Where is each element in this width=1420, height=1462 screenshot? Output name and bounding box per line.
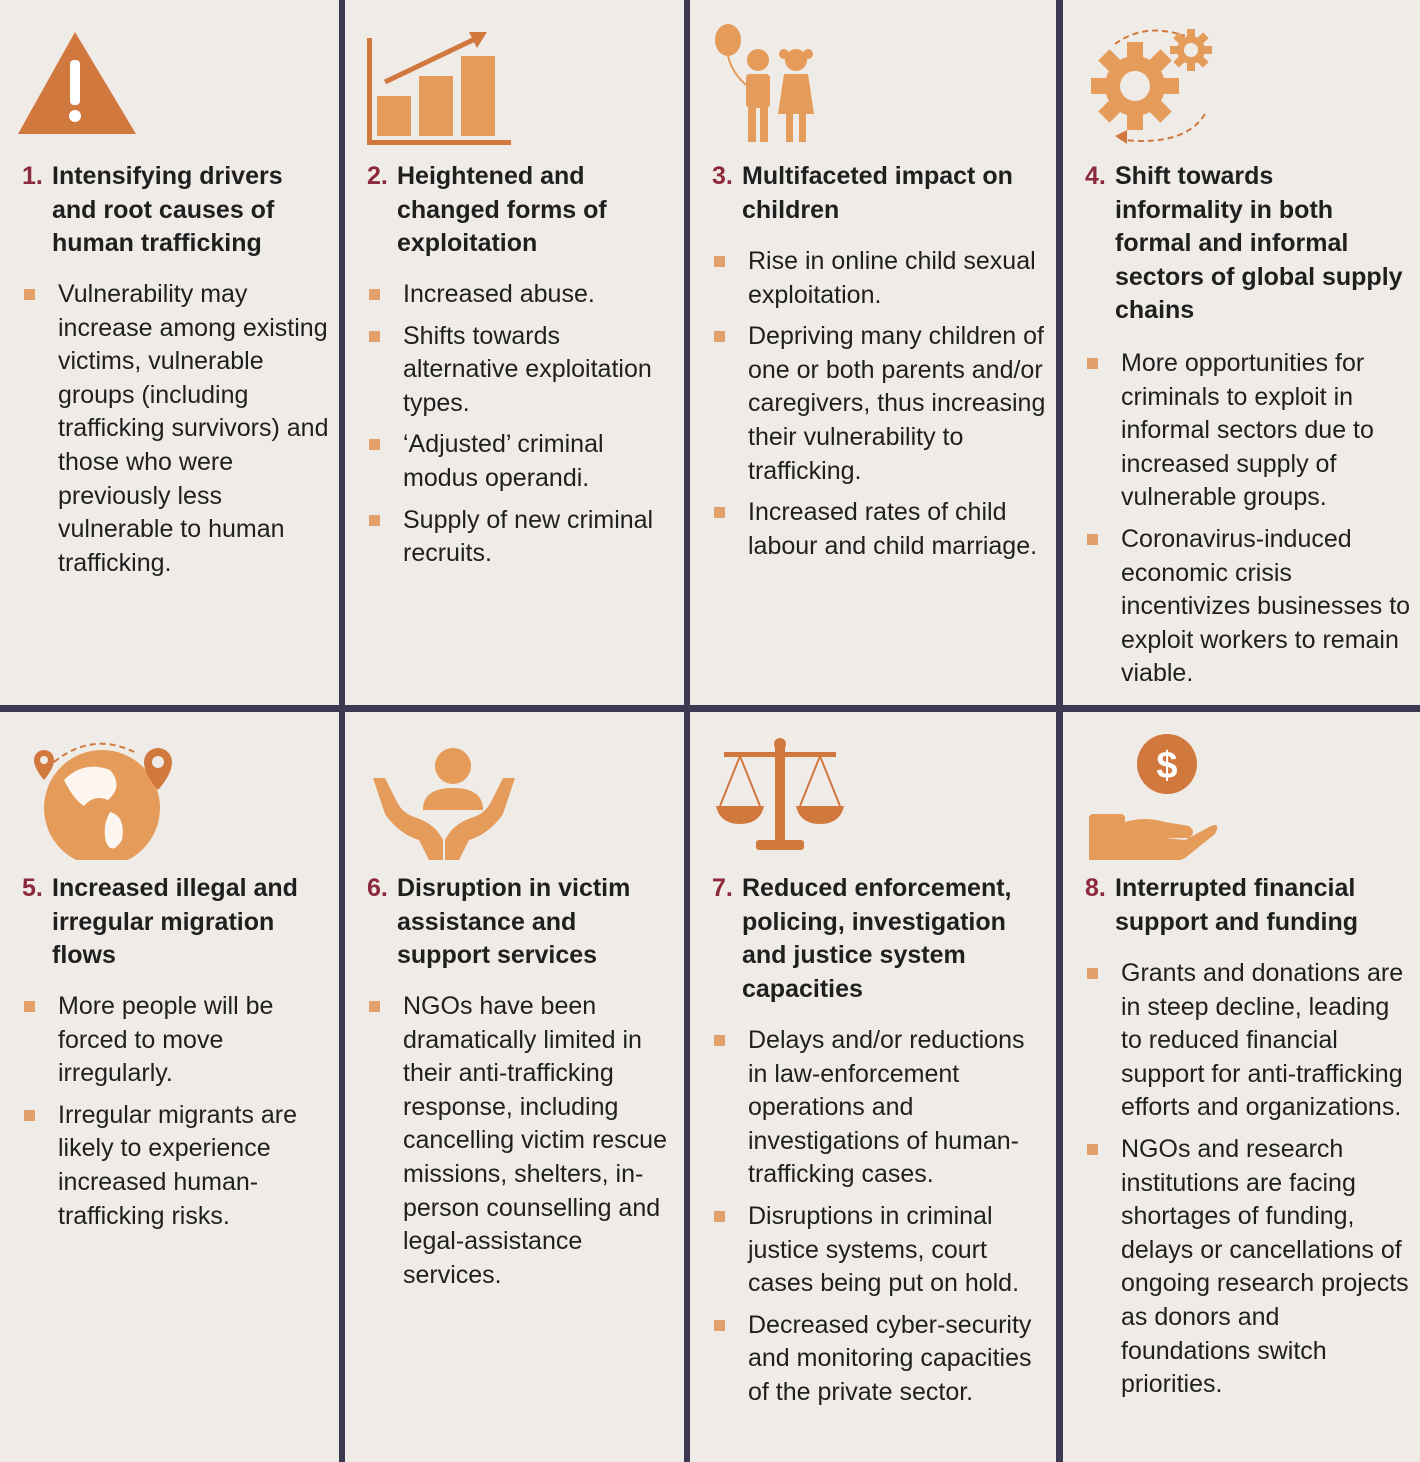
panel-title: Disruption in victim assistance and support services xyxy=(397,874,631,969)
bullet-list xyxy=(367,990,676,1300)
bullet-square-icon xyxy=(24,1110,35,1121)
hands-supporting-person-icon xyxy=(359,730,519,860)
bullet-list xyxy=(367,278,676,579)
panel-heading xyxy=(22,872,325,973)
bullet-list xyxy=(22,278,331,588)
bullet-text: Depriving many children of one or both parents and/or caregivers, thus increasing their vulnerability to trafficking. xyxy=(748,322,1046,485)
bullet-square-icon xyxy=(1087,534,1098,545)
panel-6 xyxy=(345,712,684,1462)
panel-title: Increased illegal and irregular migration flows xyxy=(52,874,298,969)
bullet-item xyxy=(22,990,331,1091)
panel-number: 3. xyxy=(712,162,733,190)
panel-1 xyxy=(0,0,339,705)
panel-5 xyxy=(0,712,339,1462)
bullet-item xyxy=(367,320,676,421)
panel-number: 5. xyxy=(22,874,43,902)
bullet-text: Supply of new criminal recruits. xyxy=(403,505,654,568)
bullet-item xyxy=(22,278,331,580)
panel-heading xyxy=(712,160,1042,227)
bullet-square-icon xyxy=(714,1035,725,1046)
bullet-text: NGOs and research institutions are facing shortages of funding, delays or cancellations of ongoing research projects as donors and foundations switch priorities. xyxy=(1121,1134,1409,1399)
bullet-square-icon xyxy=(24,289,35,300)
panel-heading xyxy=(1085,872,1406,939)
panel-3 xyxy=(690,0,1056,705)
panel-title: Reduced enforcement, policing, investigation and justice system capacities xyxy=(742,874,1012,1003)
panel-heading xyxy=(367,160,670,261)
warning-triangle-icon xyxy=(14,24,174,148)
rising-bar-chart-icon xyxy=(359,24,519,148)
bullet-square-icon xyxy=(369,1001,380,1012)
panel-title: Heightened and changed forms of exploitation xyxy=(397,162,607,257)
bullet-square-icon xyxy=(714,256,725,267)
panel-heading xyxy=(367,872,670,973)
panel-number: 4. xyxy=(1085,162,1106,190)
children-with-balloon-icon xyxy=(704,24,864,148)
bullet-square-icon xyxy=(1087,968,1098,979)
bullet-square-icon xyxy=(369,289,380,300)
gears-cycle-icon xyxy=(1085,24,1245,148)
bullet-text: Rise in online child sexual exploitation. xyxy=(748,247,1036,309)
bullet-text: Decreased cyber-security and monitoring capacities of the private sector. xyxy=(748,1310,1032,1406)
bullet-text: Vulnerability may increase among existing victims, vulnerable groups (including trafficking survivors) and those who were previously less vulnerable to human trafficking. xyxy=(58,280,329,577)
bullet-square-icon xyxy=(369,331,380,342)
panel-title: Interrupted financial support and funding xyxy=(1115,874,1359,936)
bullet-item xyxy=(712,1024,1048,1192)
bullet-square-icon xyxy=(369,439,380,450)
bullet-text: ‘Adjusted’ criminal modus operandi. xyxy=(403,430,604,492)
panel-heading xyxy=(712,872,1042,1006)
bullet-list xyxy=(712,1024,1048,1418)
panel-title: Shift towards informality in both formal and informal sectors of global supply chains xyxy=(1115,162,1403,324)
panel-number: 8. xyxy=(1085,874,1106,902)
bullet-square-icon xyxy=(369,515,380,526)
panel-8 xyxy=(1063,712,1420,1462)
bullet-text: More opportunities for criminals to exploit in informal sectors due to increased supply of vulnerable groups. xyxy=(1121,349,1374,512)
bullet-item xyxy=(1085,1133,1412,1402)
bullet-item xyxy=(1085,347,1412,515)
bullet-item xyxy=(367,990,676,1292)
bullet-list xyxy=(712,245,1048,571)
bullet-list xyxy=(1085,957,1412,1410)
panel-title: Intensifying drivers and root causes of human trafficking xyxy=(52,162,283,257)
bullet-square-icon xyxy=(714,331,725,342)
bullet-text: Irregular migrants are likely to experience increased human-trafficking risks. xyxy=(58,1100,297,1230)
bullet-text: Increased rates of child labour and child marriage. xyxy=(748,498,1038,560)
panel-7 xyxy=(690,712,1056,1462)
panel-heading xyxy=(22,160,325,261)
bullet-item xyxy=(712,1200,1048,1301)
bullet-square-icon xyxy=(714,1211,725,1222)
bullet-square-icon xyxy=(1087,358,1098,369)
bullet-item xyxy=(712,245,1048,312)
bullet-text: Coronavirus-induced economic crisis incentivizes businesses to exploit workers to remain viable. xyxy=(1121,524,1411,688)
bullet-square-icon xyxy=(714,507,725,518)
bullet-text: Shifts towards alternative exploitation types. xyxy=(403,321,652,417)
bullet-item xyxy=(367,428,676,495)
bullet-text: NGOs have been dramatically limited in their anti-trafficking response, including cancelling victim rescue missions, shelters, in-person counselling and legal-assistance services. xyxy=(403,992,667,1289)
panel-number: 2. xyxy=(367,162,388,190)
bullet-item xyxy=(1085,523,1412,691)
bullet-square-icon xyxy=(714,1320,725,1331)
bullet-text: Delays and/or reductions in law-enforcement operations and investigations of human-trafficking cases. xyxy=(748,1026,1025,1189)
panel-number: 1. xyxy=(22,162,43,190)
scales-of-justice-icon xyxy=(704,730,864,860)
bullet-item xyxy=(1085,957,1412,1125)
panel-heading xyxy=(1085,160,1406,328)
bullet-text: Increased abuse. xyxy=(403,280,595,308)
globe-migration-icon xyxy=(14,730,174,860)
bullet-list xyxy=(1085,347,1412,699)
bullet-text: Grants and donations are in steep decline, leading to reduced financial support for anti-trafficking efforts and organizations. xyxy=(1121,959,1404,1122)
hand-dollar-coin-icon xyxy=(1085,730,1245,860)
bullet-item xyxy=(712,320,1048,488)
bullet-text: Disruptions in criminal justice systems, court cases being put on hold. xyxy=(748,1201,1020,1298)
bullet-item xyxy=(367,504,676,571)
bullet-item xyxy=(712,496,1048,563)
bullet-text: More people will be forced to move irregularly. xyxy=(58,992,274,1088)
bullet-item xyxy=(367,278,676,312)
bullet-item xyxy=(712,1309,1048,1410)
panel-title: Multifaceted impact on children xyxy=(742,162,1013,224)
bullet-list xyxy=(22,990,331,1241)
bullet-item xyxy=(22,1099,331,1233)
panel-2 xyxy=(345,0,684,705)
bullet-square-icon xyxy=(24,1001,35,1012)
svg-text:$: $ xyxy=(1156,745,1178,787)
bullet-square-icon xyxy=(1087,1144,1098,1155)
panel-4 xyxy=(1063,0,1420,705)
panel-number: 6. xyxy=(367,874,388,902)
panel-number: 7. xyxy=(712,874,733,902)
